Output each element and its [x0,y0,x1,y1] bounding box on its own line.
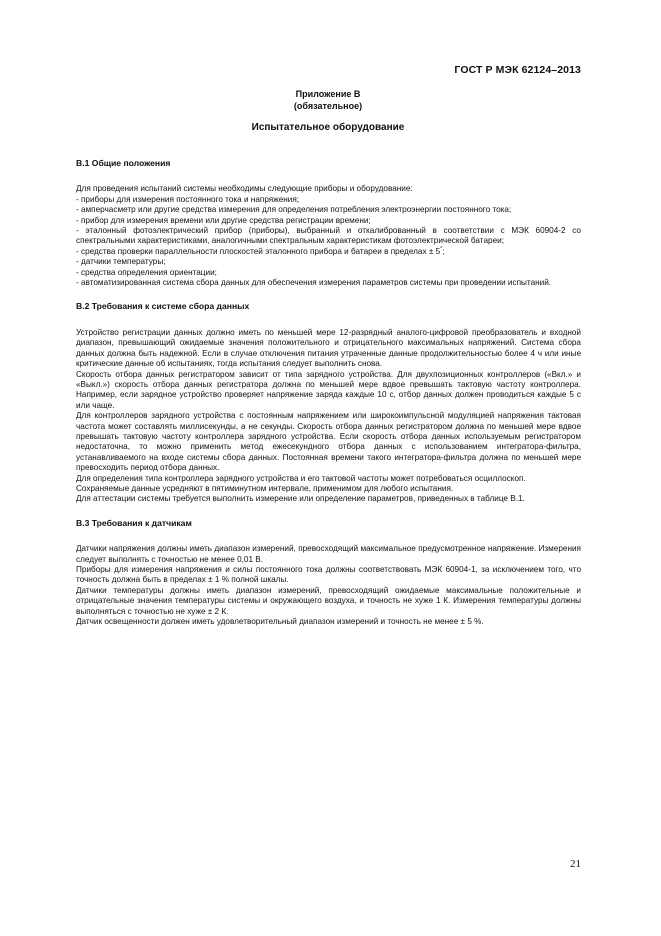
standard-code: ГОСТ Р МЭК 62124–2013 [454,64,581,76]
list-item: - автоматизированная система сбора данных для обеспечения измерения параметров системы при проведении испытаний. [76,278,552,288]
list-item: - амперчасметр или другие средства измерения для определения потребления электроэнергии постоянного тока; [76,205,512,215]
section-heading: В.1 Общие положения [76,158,171,168]
paragraph: Сохраняемые данные усредняют в пятиминутном интервале, применимом для любого испытания. [76,483,454,493]
paragraph: Скорость отбора данных регистратором зависит от типа зарядного устройства. Для двухпозиционных контроллеров («Вкл.» и «Выкл.») скорость отбора данных регистратора должна по меньшей мере вдвое превышать тактовую частоту контроллера. Например, если зарядное устройство проверяет напряжение заряда каждые 10 с, отбор данных должен проводиться каждые 5 с или чаще. [76,369,581,410]
paragraph: Устройство регистрации данных должно иметь по меньшей мере 12-разрядный аналого-цифровой преобразователь и входной диапазон, превышающий ожидаемые значения положительного и отрицательного максимальных напряжений. Система сбора данных должна быть надежной. Если в случае отключения питания утраченные данные продолжительностью более 4 ч или иные критические данные об испытаниях, тогда испытания следует выполнить снова. [76,327,581,369]
paragraph: Для контроллеров зарядного устройства с постоянным напряжением или широкоимпульсной модуляцией напряжения тактовая частота может составлять миллисекунды, а не секунды. Скорость отбора данных регистратором должна по меньшей мере вдвое превышать тактовую частоту контроллера зарядного устройства. Если скорость отбора данных используемым регистратором недостаточна, то можно применить метод ежесекундного отбора данных с использованием интегратора-фильтра, устанавливаемого на входе системы сбора данных. Постоянная времени такого интегратора-фильтра должна по меньшей мере превосходить период отбора данных. [76,411,581,473]
appendix-title: Испытательное оборудование [251,122,405,133]
list-item: - датчики температуры; [76,257,166,267]
degree-mark: ° [440,246,443,253]
document-body [76,158,581,640]
list-item: - прибор для измерения времени или другие средства регистрации времени; [76,215,371,225]
section-b3 [76,518,581,628]
list-item: - приборы для измерения постоянного тока и напряжения; [76,194,300,204]
paragraph: Датчик освещенности должен иметь удовлетворительный диапазон измерений и точность не менее ± 5 %. [76,617,484,627]
list-item [76,247,581,257]
section-b1 [76,158,581,288]
list-item-tail: ; [442,246,445,256]
paragraph: Датчики напряжения должны иметь диапазон измерений, превосходящий максимальное предусмотренное напряжение. Измерения следует выполнять с точностью не менее 0,01 В. [76,544,581,564]
section-heading: В.3 Требования к датчикам [76,517,192,528]
appendix-label: Приложение В [295,89,361,99]
list-item: - эталонный фотоэлектрический прибор (приборы), выбранный и откалиброванный в соответствии с МЭК 60904-2 со спектральными характеристиками, аналогичными спектральным характеристикам фотоэлектрической батареи; [76,226,581,246]
appendix-status: (обязательное) [293,101,363,111]
section-heading: В.2 Требования к системе сбора данных [76,301,250,312]
list-item: - средства определения ориентации; [76,267,217,277]
page-number: 21 [570,858,581,870]
section-intro: Для проведения испытаний системы необходимы следующие приборы и оборудование: [76,184,413,194]
appendix-header [76,88,580,112]
paragraph: Для определения типа контроллера зарядного устройства и его тактовой частоты может потребоваться осциллоскоп. [76,473,526,483]
paragraph: Приборы для измерения напряжения и силы постоянного тока должны соответствовать МЭК 60904-1, за исключением того, что точность должна быть в пределах ± 1 % полной шкалы. [76,565,581,585]
list-item-text: - средства проверки параллельности плоскостей эталонного прибора и батареи в пределах ± 5 [76,246,441,256]
paragraph: Датчики температуры должны иметь диапазон измерений, превосходящий ожидаемые максимальные положительные и отрицательные значения температуры системы и окружающего воздуха, и точность не хуже 1 К. Измерения температуры должны выполняться с точностью не хуже ± 2 К. [76,585,581,616]
section-b2 [76,301,581,504]
paragraph: Для аттестации системы требуется выполнить измерение или определение параметров, приведенных в таблице В.1. [76,494,525,504]
